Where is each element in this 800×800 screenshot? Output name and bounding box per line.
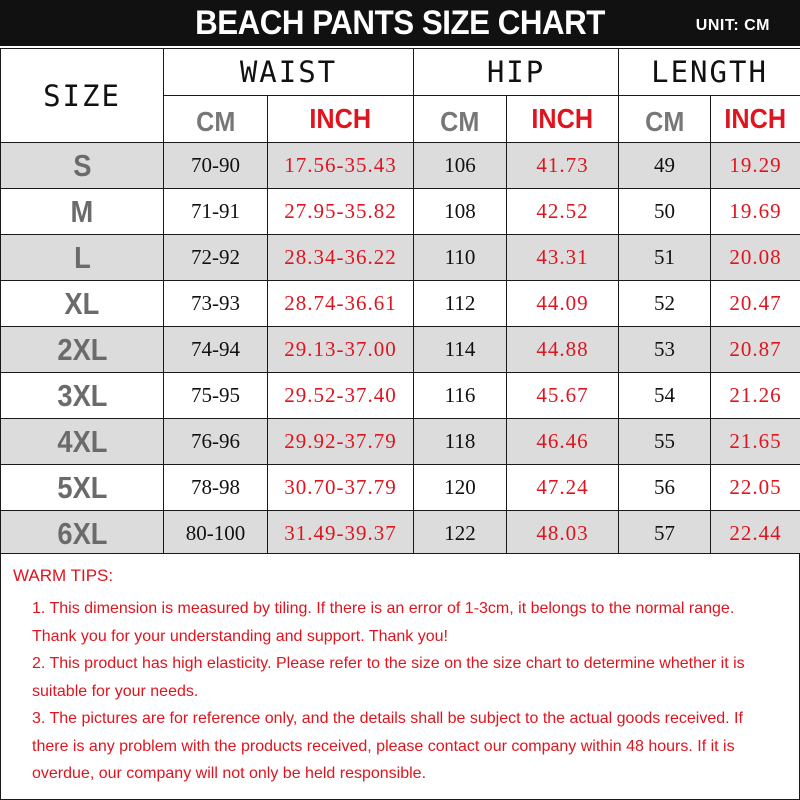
waist-cm-cell bbox=[164, 327, 268, 373]
length-cm-cell bbox=[619, 327, 711, 373]
size-label: XL bbox=[64, 285, 100, 321]
hip-cm-cell bbox=[414, 281, 507, 327]
size-cell bbox=[1, 511, 164, 557]
length-cm-header: CM bbox=[619, 96, 711, 143]
waist-cm-cell-value: 80-100 bbox=[185, 521, 246, 545]
length-cm-cell-value: 49 bbox=[654, 153, 676, 177]
table-header-row bbox=[1, 49, 800, 96]
waist-cm-cell-value: 76-96 bbox=[191, 429, 240, 453]
hip-inch-cell bbox=[507, 327, 619, 373]
length-inch-cell bbox=[711, 235, 800, 281]
waist-inch-cell-value: 29.92-37.79 bbox=[284, 429, 397, 453]
length-inch-cell-value: 22.05 bbox=[729, 475, 782, 499]
waist-cm-cell-value: 78-98 bbox=[191, 475, 240, 499]
hip-cm-cell-value: 112 bbox=[444, 291, 476, 315]
hip-cm-cell bbox=[414, 511, 507, 557]
size-cell bbox=[1, 189, 164, 235]
hip-inch-cell bbox=[507, 281, 619, 327]
size-label: 4XL bbox=[56, 423, 108, 459]
waist-cm-cell-value: 70-90 bbox=[191, 153, 240, 177]
waist-cm-cell bbox=[164, 465, 268, 511]
waist-inch-cell-value: 28.74-36.61 bbox=[284, 291, 397, 315]
length-cm-cell-value: 56 bbox=[654, 475, 676, 499]
waist-cm-cell-value: 74-94 bbox=[191, 337, 240, 361]
table-row bbox=[1, 373, 800, 419]
size-label: M bbox=[70, 193, 94, 229]
hip-cm-cell-value: 116 bbox=[444, 383, 476, 407]
warm-tips bbox=[0, 553, 800, 800]
hip-inch-cell bbox=[507, 419, 619, 465]
hip-inch-cell-value: 45.67 bbox=[536, 383, 589, 407]
length-inch-cell bbox=[711, 373, 800, 419]
waist-inch-cell bbox=[268, 189, 414, 235]
length-inch-cell bbox=[711, 189, 800, 235]
waist-inch-cell bbox=[268, 143, 414, 189]
length-cm-cell bbox=[619, 143, 711, 189]
table-row bbox=[1, 327, 800, 373]
hip-cm-cell bbox=[414, 235, 507, 281]
waist-inch-header: INCH bbox=[268, 96, 414, 143]
waist-inch-cell-value: 29.13-37.00 bbox=[284, 337, 397, 361]
hip-inch-cell-value: 48.03 bbox=[536, 521, 589, 545]
length-inch-cell bbox=[711, 419, 800, 465]
hip-cm-cell bbox=[414, 327, 507, 373]
header-bar bbox=[0, 0, 800, 46]
hip-inch-cell-value: 42.52 bbox=[536, 199, 589, 223]
length-cm-cell-value: 55 bbox=[654, 429, 676, 453]
size-cell bbox=[1, 465, 164, 511]
waist-cm-cell-value: 73-93 bbox=[191, 291, 240, 315]
unit-label: UNIT: CM bbox=[695, 17, 770, 34]
length-inch-cell-value: 19.69 bbox=[729, 199, 782, 223]
hip-column-header: HIP bbox=[414, 49, 619, 96]
hip-cm-cell-value: 122 bbox=[444, 521, 476, 545]
length-cm-cell-value: 53 bbox=[654, 337, 676, 361]
length-inch-cell-value: 19.29 bbox=[729, 153, 782, 177]
hip-cm-cell bbox=[414, 189, 507, 235]
length-cm-cell bbox=[619, 373, 711, 419]
table-row bbox=[1, 465, 800, 511]
table-row bbox=[1, 235, 800, 281]
length-cm-cell-value: 54 bbox=[654, 383, 676, 407]
length-cm-cell-value: 52 bbox=[654, 291, 676, 315]
hip-inch-cell-value: 47.24 bbox=[536, 475, 589, 499]
length-inch-cell bbox=[711, 465, 800, 511]
waist-inch-cell bbox=[268, 281, 414, 327]
hip-cm-cell bbox=[414, 143, 507, 189]
waist-inch-cell bbox=[268, 327, 414, 373]
hip-inch-cell-value: 43.31 bbox=[536, 245, 589, 269]
waist-column-header: WAIST bbox=[164, 49, 414, 96]
hip-inch-cell bbox=[507, 235, 619, 281]
length-cm-cell bbox=[619, 419, 711, 465]
waist-cm-cell bbox=[164, 189, 268, 235]
tip-item: 1. This dimension is measured by tiling. If there is an error of 1-3cm, it belongs to the normal range. Thank you for your understanding and support. Thank you! bbox=[32, 600, 735, 645]
size-cell bbox=[1, 419, 164, 465]
hip-cm-cell bbox=[414, 419, 507, 465]
size-cell bbox=[1, 373, 164, 419]
length-cm-cell-value: 51 bbox=[654, 245, 676, 269]
waist-cm-cell-value: 72-92 bbox=[191, 245, 240, 269]
length-cm-cell bbox=[619, 465, 711, 511]
tips-list bbox=[32, 595, 782, 788]
waist-inch-cell-value: 27.95-35.82 bbox=[284, 199, 397, 223]
hip-inch-header: INCH bbox=[507, 96, 619, 143]
hip-cm-cell-value: 120 bbox=[444, 475, 476, 499]
size-label: 6XL bbox=[56, 515, 108, 551]
size-label: S bbox=[72, 147, 92, 183]
waist-cm-cell bbox=[164, 419, 268, 465]
waist-cm-cell-value: 75-95 bbox=[191, 383, 240, 407]
waist-cm-cell bbox=[164, 235, 268, 281]
hip-inch-cell bbox=[507, 511, 619, 557]
waist-inch-cell bbox=[268, 511, 414, 557]
hip-cm-cell-value: 114 bbox=[444, 337, 476, 361]
chart-title: BEACH PANTS SIZE CHART bbox=[195, 4, 605, 42]
length-inch-cell-value: 20.08 bbox=[729, 245, 782, 269]
length-cm-cell-value: 57 bbox=[654, 521, 676, 545]
hip-inch-cell bbox=[507, 465, 619, 511]
length-inch-cell-value: 22.44 bbox=[729, 521, 782, 545]
size-column-header: SIZE bbox=[1, 49, 164, 143]
waist-cm-cell bbox=[164, 511, 268, 557]
size-label: 5XL bbox=[56, 469, 108, 505]
table-row bbox=[1, 143, 800, 189]
waist-cm-cell bbox=[164, 373, 268, 419]
waist-inch-cell-value: 31.49-39.37 bbox=[284, 521, 397, 545]
size-label: 3XL bbox=[56, 377, 108, 413]
waist-cm-cell bbox=[164, 143, 268, 189]
tips-title: WARM TIPS: bbox=[13, 566, 114, 585]
table-row bbox=[1, 189, 800, 235]
waist-inch-cell bbox=[268, 419, 414, 465]
length-inch-cell bbox=[711, 281, 800, 327]
hip-inch-cell bbox=[507, 143, 619, 189]
length-cm-cell bbox=[619, 189, 711, 235]
size-cell bbox=[1, 143, 164, 189]
hip-inch-cell bbox=[507, 189, 619, 235]
waist-inch-cell bbox=[268, 373, 414, 419]
hip-cm-cell bbox=[414, 373, 507, 419]
tip-item: 2. This product has high elasticity. Please refer to the size on the size chart to determine whether it is suitable for your needs. bbox=[32, 655, 745, 700]
hip-cm-cell-value: 108 bbox=[444, 199, 476, 223]
hip-cm-cell-value: 106 bbox=[444, 153, 476, 177]
length-inch-cell bbox=[711, 143, 800, 189]
length-column-header: LENGTH bbox=[619, 49, 800, 96]
hip-inch-cell-value: 44.09 bbox=[536, 291, 589, 315]
length-cm-cell bbox=[619, 511, 711, 557]
size-label: L bbox=[73, 239, 91, 275]
tip-item: 3. The pictures are for reference only, and the details shall be subject to the actual goods received. If there is any problem with the products received, please contact our company within 48 hours. If it is overdue, our company will not only be held responsible. bbox=[32, 710, 743, 782]
size-label: 2XL bbox=[56, 331, 108, 367]
waist-cm-header: CM bbox=[164, 96, 268, 143]
length-cm-cell-value: 50 bbox=[654, 199, 676, 223]
waist-inch-cell-value: 30.70-37.79 bbox=[284, 475, 397, 499]
hip-cm-cell-value: 110 bbox=[444, 245, 476, 269]
length-inch-cell-value: 20.47 bbox=[729, 291, 782, 315]
size-cell bbox=[1, 235, 164, 281]
hip-inch-cell-value: 46.46 bbox=[536, 429, 589, 453]
length-inch-cell-value: 21.26 bbox=[729, 383, 782, 407]
length-inch-cell-value: 21.65 bbox=[729, 429, 782, 453]
table-row bbox=[1, 419, 800, 465]
size-table bbox=[0, 48, 800, 557]
hip-inch-cell-value: 41.73 bbox=[536, 153, 589, 177]
hip-inch-cell-value: 44.88 bbox=[536, 337, 589, 361]
hip-cm-header: CM bbox=[414, 96, 507, 143]
length-inch-cell-value: 20.87 bbox=[729, 337, 782, 361]
length-cm-cell bbox=[619, 235, 711, 281]
waist-inch-cell-value: 29.52-37.40 bbox=[284, 383, 397, 407]
waist-inch-cell bbox=[268, 465, 414, 511]
hip-inch-cell bbox=[507, 373, 619, 419]
waist-inch-cell-value: 28.34-36.22 bbox=[284, 245, 397, 269]
size-cell bbox=[1, 327, 164, 373]
length-cm-cell bbox=[619, 281, 711, 327]
hip-cm-cell bbox=[414, 465, 507, 511]
waist-inch-cell-value: 17.56-35.43 bbox=[284, 153, 397, 177]
waist-inch-cell bbox=[268, 235, 414, 281]
size-cell bbox=[1, 281, 164, 327]
waist-cm-cell bbox=[164, 281, 268, 327]
table-row bbox=[1, 511, 800, 557]
table-row bbox=[1, 281, 800, 327]
length-inch-header: INCH bbox=[711, 96, 800, 143]
length-inch-cell bbox=[711, 511, 800, 557]
hip-cm-cell-value: 118 bbox=[444, 429, 476, 453]
length-inch-cell bbox=[711, 327, 800, 373]
waist-cm-cell-value: 71-91 bbox=[191, 199, 240, 223]
